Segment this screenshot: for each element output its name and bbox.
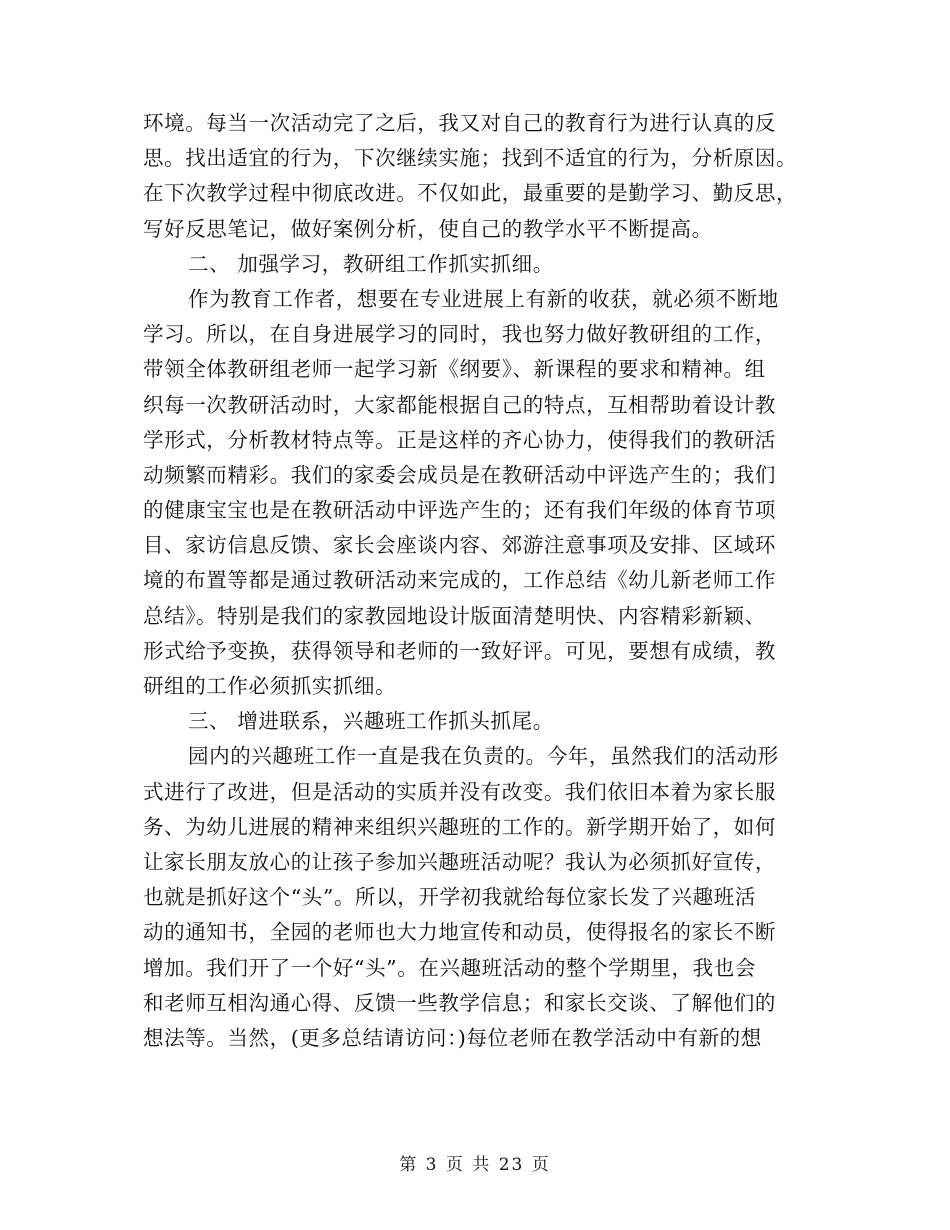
text-line: 在下次教学过程中彻底改进。不仅如此，最重要的是勤学习、勤反思，	[143, 181, 798, 206]
text-line: 学形式，分析教材特点等。正是这样的齐心协力，使得我们的教研活	[143, 427, 776, 452]
paragraph-start: 园内的兴趣班工作一直是我在负责的。今年，虽然我们的活动形	[188, 744, 779, 769]
text-line: 形式给予变换，获得领导和老师的一致好评。可见，要想有成绩，教	[143, 638, 776, 663]
text-line: 境的布置等都是通过教研活动来完成的，工作总结《幼儿新老师工作	[143, 568, 776, 593]
text-line: 写好反思笔记，做好案例分析，使自己的教学水平不断提高。	[143, 216, 713, 241]
section-heading-2: 二、 加强学习，教研组工作抓实抓细。	[188, 251, 554, 276]
text-line: 研组的工作必须抓实抓细。	[143, 674, 397, 698]
text-line: 环境。每当一次活动完了之后，我又对自己的教育行为进行认真的反	[143, 111, 776, 135]
text-line: 织每一次教研活动时，大家都能根据自己的特点，互相帮助着设计教	[143, 392, 776, 417]
text-line: 思。找出适宜的行为，下次继续实施；找到不适宜的行为，分析原因。	[143, 146, 798, 171]
text-line: 的健康宝宝也是在教研活动中评选产生的；还有我们年级的体育节项	[143, 498, 776, 523]
text-line: 想法等。当然，(更多总结请访问：)每位老师在教学活动中有新的想	[143, 1025, 762, 1050]
text-line: 增加。我们开了一个好“头”。在兴趣班活动的整个学期里，我也会	[143, 955, 756, 980]
text-line: 目、家访信息反馈、家长会座谈内容、郊游注意事项及安排、区域环	[143, 533, 776, 558]
text-line: 务、为幼儿进展的精神来组织兴趣班的工作的。新学期开始了，如何	[143, 814, 776, 839]
paragraph-start: 作为教育工作者，想要在专业进展上有新的收获，就必须不断地	[188, 286, 779, 311]
section-heading-3: 三、 增进联系，兴趣班工作抓头抓尾。	[188, 709, 554, 734]
text-line: 让家长朋友放心的让孩子参加兴趣班活动呢？我认为必须抓好宣传，	[143, 849, 776, 874]
text-line: 动的通知书，全园的老师也大力地宣传和动员，使得报名的家长不断	[143, 920, 776, 945]
body-text	[143, 106, 803, 1056]
text-line: 带领全体教研组老师一起学习新《纲要》、新课程的要求和精神。组	[143, 357, 766, 382]
page-number-footer: 第 3 页 共 23 页	[399, 1155, 551, 1175]
text-line: 动频繁而精彩。我们的家委会成员是在教研活动中评选产生的；我们	[143, 462, 776, 487]
text-line: 学习。所以，在自身进展学习的同时，我也努力做好教研组的工作，	[143, 322, 776, 347]
text-line: 式进行了改进，但是活动的实质并没有改变。我们依旧本着为家长服	[143, 779, 776, 804]
text-line: 也就是抓好这个“头”。所以，开学初我就给每位家长发了兴趣班活	[143, 885, 756, 910]
text-line: 总结》。特别是我们的家教园地设计版面清楚明快、内容精彩新颖、	[143, 603, 766, 628]
text-line: 和老师互相沟通心得、反馈一些教学信息；和家长交谈、了解他们的	[143, 990, 776, 1015]
